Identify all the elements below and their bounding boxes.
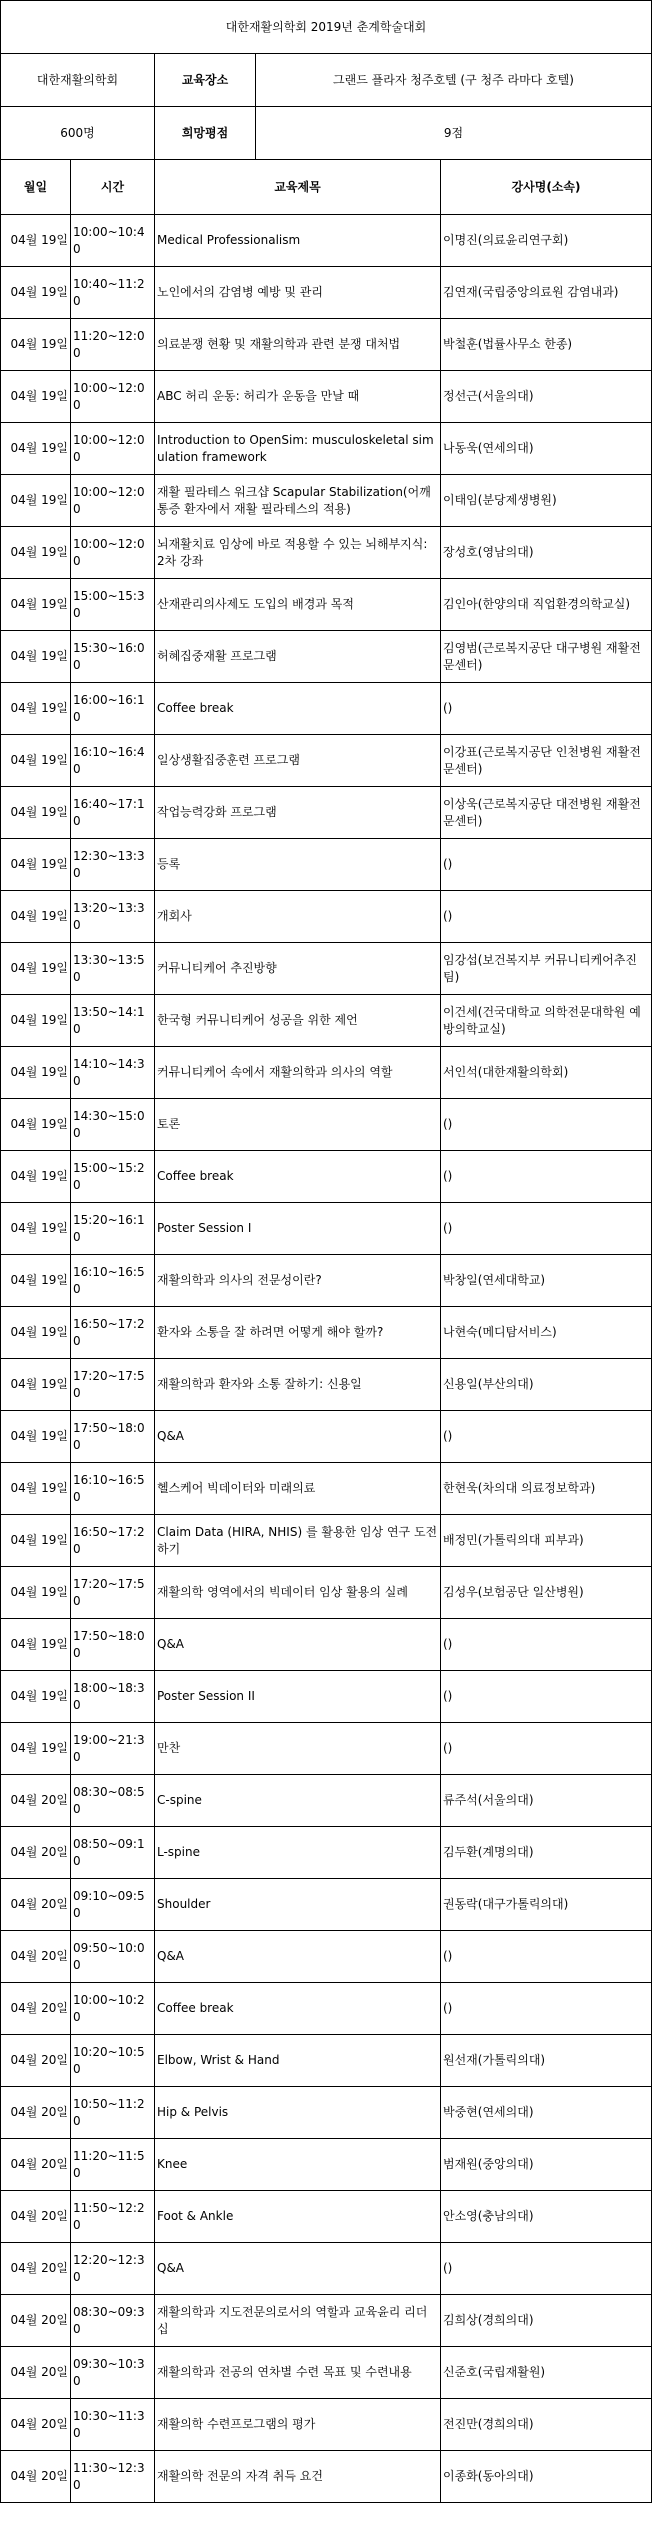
row-date: 04월 19일 (1, 527, 71, 579)
row-time: 08:30~09:30 (71, 2295, 155, 2347)
row-subject: Q&A (155, 1411, 441, 1463)
row-time: 08:50~09:10 (71, 1827, 155, 1879)
row-speaker: 김희상(경희의대) (441, 2295, 652, 2347)
row-time: 15:30~16:00 (71, 631, 155, 683)
row-subject: 재활의학 전문의 자격 취득 요건 (155, 2451, 441, 2503)
row-speaker: 신준호(국립재활원) (441, 2347, 652, 2399)
row-subject: Poster Session I (155, 1203, 441, 1255)
row-time: 15:20~16:10 (71, 1203, 155, 1255)
table-row (1, 475, 652, 527)
row-date: 04월 19일 (1, 423, 71, 475)
table-row (1, 1515, 652, 1567)
row-subject: ABC 허리 운동: 허리가 운동을 만날 때 (155, 371, 441, 423)
row-date: 04월 19일 (1, 267, 71, 319)
row-speaker: 김두환(계명의대) (441, 1827, 652, 1879)
row-subject: Q&A (155, 1619, 441, 1671)
row-date: 04월 20일 (1, 2451, 71, 2503)
credits-value: 9점 (443, 125, 464, 140)
row-speaker: 권동락(대구가톨릭의대) (441, 1879, 652, 1931)
row-speaker: 신용일(부산의대) (441, 1359, 652, 1411)
row-date: 04월 19일 (1, 683, 71, 735)
venue-cell (155, 54, 652, 107)
row-speaker: () (441, 839, 652, 891)
row-subject: Q&A (155, 2243, 441, 2295)
row-date: 04월 19일 (1, 735, 71, 787)
row-date: 04월 19일 (1, 995, 71, 1047)
row-time: 16:00~16:10 (71, 683, 155, 735)
row-speaker: 이명진(의료윤리연구회) (441, 215, 652, 267)
row-speaker: 김영범(근로복지공단 대구병원 재활전문센터) (441, 631, 652, 683)
row-time: 14:10~14:30 (71, 1047, 155, 1099)
row-speaker: () (441, 683, 652, 735)
row-time: 10:50~11:20 (71, 2087, 155, 2139)
table-row (1, 2243, 652, 2295)
table-row (1, 1983, 652, 2035)
table-row (1, 1307, 652, 1359)
table-row (1, 2347, 652, 2399)
row-subject: 재활의학 수련프로그램의 평가 (155, 2399, 441, 2451)
row-time: 10:00~12:00 (71, 371, 155, 423)
row-time: 11:20~12:00 (71, 319, 155, 371)
capacity: 600명 (1, 107, 155, 160)
row-date: 04월 19일 (1, 1671, 71, 1723)
row-time: 11:50~12:20 (71, 2191, 155, 2243)
row-speaker: 장성호(영남의대) (441, 527, 652, 579)
row-subject: 허혜집중재활 프로그램 (155, 631, 441, 683)
row-subject: Introduction to OpenSim: musculoskeletal simulation framework (155, 423, 441, 475)
row-date: 04월 19일 (1, 1359, 71, 1411)
row-time: 09:50~10:00 (71, 1931, 155, 1983)
row-time: 13:50~14:10 (71, 995, 155, 1047)
row-time: 16:10~16:40 (71, 735, 155, 787)
row-subject: Coffee break (155, 1151, 441, 1203)
row-date: 04월 20일 (1, 2191, 71, 2243)
row-subject: Knee (155, 2139, 441, 2191)
row-date: 04월 19일 (1, 1047, 71, 1099)
row-speaker: 원선재(가톨릭의대) (441, 2035, 652, 2087)
table-row (1, 2035, 652, 2087)
table-row (1, 735, 652, 787)
row-time: 17:50~18:00 (71, 1619, 155, 1671)
row-speaker: 박창일(연세대학교) (441, 1255, 652, 1307)
row-time: 10:00~12:00 (71, 527, 155, 579)
row-subject: 등록 (155, 839, 441, 891)
row-subject: 재활의학과 지도전문의로서의 역할과 교육윤리 리더십 (155, 2295, 441, 2347)
table-row (1, 1359, 652, 1411)
credits-cell (155, 107, 652, 160)
table-row (1, 267, 652, 319)
row-speaker: 박철훈(법률사무소 한종) (441, 319, 652, 371)
table-row (1, 1775, 652, 1827)
table-row (1, 1255, 652, 1307)
row-speaker: 김연재(국립중앙의료원 감염내과) (441, 267, 652, 319)
row-time: 19:00~21:30 (71, 1723, 155, 1775)
row-time: 15:00~15:20 (71, 1151, 155, 1203)
row-time: 10:00~10:40 (71, 215, 155, 267)
row-subject: 환자와 소통을 잘 하려면 어떻게 해야 할까? (155, 1307, 441, 1359)
row-date: 04월 19일 (1, 1099, 71, 1151)
row-time: 12:30~13:30 (71, 839, 155, 891)
row-speaker: 이상욱(근로복지공단 대전병원 재활전문센터) (441, 787, 652, 839)
table-row (1, 787, 652, 839)
table-row (1, 631, 652, 683)
row-speaker: 이건세(건국대학교 의학전문대학원 예방의학교실) (441, 995, 652, 1047)
row-subject: Foot & Ankle (155, 2191, 441, 2243)
row-time: 16:40~17:10 (71, 787, 155, 839)
row-time: 10:00~10:20 (71, 1983, 155, 2035)
row-subject: 재활의학과 전공의 연차별 수련 목표 및 수련내용 (155, 2347, 441, 2399)
row-date: 04월 20일 (1, 1931, 71, 1983)
row-subject: Medical Professionalism (155, 215, 441, 267)
row-subject: 토론 (155, 1099, 441, 1151)
row-speaker: 류주석(서울의대) (441, 1775, 652, 1827)
row-speaker: () (441, 1671, 652, 1723)
row-speaker: 나동욱(연세의대) (441, 423, 652, 475)
row-time: 10:40~11:20 (71, 267, 155, 319)
table-row (1, 579, 652, 631)
row-subject: 산재관리의사제도 도입의 배경과 목적 (155, 579, 441, 631)
row-subject: 커뮤니티케어 추진방향 (155, 943, 441, 995)
row-date: 04월 20일 (1, 1879, 71, 1931)
row-speaker: () (441, 1931, 652, 1983)
row-date: 04월 19일 (1, 891, 71, 943)
row-date: 04월 20일 (1, 2347, 71, 2399)
row-subject: 만찬 (155, 1723, 441, 1775)
header-row (1, 160, 652, 215)
row-subject: 작업능력강화 프로그램 (155, 787, 441, 839)
row-subject: Coffee break (155, 1983, 441, 2035)
row-speaker: 김인아(한양의대 직업환경의학교실) (441, 579, 652, 631)
row-time: 16:50~17:20 (71, 1515, 155, 1567)
row-date: 04월 20일 (1, 1827, 71, 1879)
table-row (1, 1203, 652, 1255)
row-subject: Claim Data (HIRA, NHIS) 를 활용한 임상 연구 도전하기 (155, 1515, 441, 1567)
row-time: 13:30~13:50 (71, 943, 155, 995)
header-date: 월일 (1, 160, 71, 215)
row-subject: Elbow, Wrist & Hand (155, 2035, 441, 2087)
row-speaker: () (441, 1151, 652, 1203)
row-time: 11:30~12:30 (71, 2451, 155, 2503)
row-date: 04월 19일 (1, 1255, 71, 1307)
row-date: 04월 19일 (1, 1619, 71, 1671)
table-row (1, 1567, 652, 1619)
row-speaker: 배정민(가톨릭의대 피부과) (441, 1515, 652, 1567)
row-speaker: () (441, 1619, 652, 1671)
schedule-body (1, 215, 652, 2503)
table-row (1, 1931, 652, 1983)
row-time: 17:20~17:50 (71, 1567, 155, 1619)
table-row (1, 2087, 652, 2139)
row-speaker: 한현욱(차의대 의료정보학과) (441, 1463, 652, 1515)
row-subject: Shoulder (155, 1879, 441, 1931)
row-date: 04월 19일 (1, 1567, 71, 1619)
table-row (1, 1411, 652, 1463)
row-subject: Hip & Pelvis (155, 2087, 441, 2139)
table-row (1, 1463, 652, 1515)
row-date: 04월 19일 (1, 319, 71, 371)
table-row (1, 1099, 652, 1151)
row-date: 04월 19일 (1, 371, 71, 423)
row-date: 04월 19일 (1, 475, 71, 527)
row-date: 04월 20일 (1, 2295, 71, 2347)
table-row (1, 1619, 652, 1671)
row-subject: Coffee break (155, 683, 441, 735)
row-speaker: 김성우(보험공단 일산병원) (441, 1567, 652, 1619)
row-subject: 일상생활집중훈련 프로그램 (155, 735, 441, 787)
table-row (1, 371, 652, 423)
row-date: 04월 20일 (1, 1775, 71, 1827)
row-date: 04월 20일 (1, 2139, 71, 2191)
row-speaker: () (441, 891, 652, 943)
row-speaker: 이강표(근로복지공단 인천병원 재활전문센터) (441, 735, 652, 787)
row-time: 14:30~15:00 (71, 1099, 155, 1151)
row-subject: L-spine (155, 1827, 441, 1879)
row-speaker: 전진만(경희의대) (441, 2399, 652, 2451)
row-subject: 재활의학과 환자와 소통 잘하기: 신용일 (155, 1359, 441, 1411)
row-time: 10:30~11:30 (71, 2399, 155, 2451)
table-row (1, 423, 652, 475)
table-row (1, 1151, 652, 1203)
table-row (1, 683, 652, 735)
row-time: 17:50~18:00 (71, 1411, 155, 1463)
row-time: 08:30~08:50 (71, 1775, 155, 1827)
capacity-row (1, 107, 652, 160)
row-speaker: 나현숙(메디탐서비스) (441, 1307, 652, 1359)
title-row (1, 1, 652, 54)
row-date: 04월 20일 (1, 2087, 71, 2139)
row-time: 17:20~17:50 (71, 1359, 155, 1411)
table-row (1, 2399, 652, 2451)
table-row (1, 1879, 652, 1931)
row-time: 10:20~10:50 (71, 2035, 155, 2087)
row-date: 04월 20일 (1, 2243, 71, 2295)
row-time: 09:10~09:50 (71, 1879, 155, 1931)
table-row (1, 2295, 652, 2347)
row-date: 04월 19일 (1, 579, 71, 631)
row-subject: 의료분쟁 현황 및 재활의학과 관련 분쟁 대처법 (155, 319, 441, 371)
credits-label: 희망평점 (155, 107, 256, 159)
table-row (1, 527, 652, 579)
row-subject: 개회사 (155, 891, 441, 943)
row-speaker: () (441, 1203, 652, 1255)
row-subject: 뇌재활치료 임상에 바로 적용할 수 있는 뇌해부지식: 2차 강좌 (155, 527, 441, 579)
table-row (1, 1671, 652, 1723)
header-speaker: 강사명(소속) (441, 160, 652, 215)
row-date: 04월 20일 (1, 1983, 71, 2035)
table-row (1, 891, 652, 943)
row-subject: 노인에서의 감염병 예방 및 관리 (155, 267, 441, 319)
row-time: 16:50~17:20 (71, 1307, 155, 1359)
table-row (1, 215, 652, 267)
conference-title: 대한재활의학회 2019년 춘계학술대회 (1, 1, 652, 54)
row-speaker: 안소영(충남의대) (441, 2191, 652, 2243)
table-row (1, 2451, 652, 2503)
row-time: 12:20~12:30 (71, 2243, 155, 2295)
row-speaker: 임강섭(보건복지부 커뮤니티케어추진팀) (441, 943, 652, 995)
row-time: 10:00~12:00 (71, 475, 155, 527)
table-row (1, 319, 652, 371)
row-subject: 헬스케어 빅데이터와 미래의료 (155, 1463, 441, 1515)
table-row (1, 2191, 652, 2243)
row-date: 04월 19일 (1, 631, 71, 683)
row-speaker: 이태임(분당제생병원) (441, 475, 652, 527)
row-speaker: 정선근(서울의대) (441, 371, 652, 423)
row-speaker: () (441, 1723, 652, 1775)
table-row (1, 839, 652, 891)
row-date: 04월 19일 (1, 1411, 71, 1463)
row-subject: C-spine (155, 1775, 441, 1827)
row-date: 04월 19일 (1, 1307, 71, 1359)
row-speaker: () (441, 1983, 652, 2035)
header-time: 시간 (71, 160, 155, 215)
row-time: 13:20~13:30 (71, 891, 155, 943)
row-subject: 재활 필라테스 워크샵 Scapular Stabilization(어깨 통증 환자에서 재활 필라테스의 적용) (155, 475, 441, 527)
row-date: 04월 19일 (1, 943, 71, 995)
row-date: 04월 19일 (1, 1515, 71, 1567)
row-time: 15:00~15:30 (71, 579, 155, 631)
row-time: 18:00~18:30 (71, 1671, 155, 1723)
row-time: 16:10~16:50 (71, 1463, 155, 1515)
row-date: 04월 19일 (1, 1723, 71, 1775)
row-subject: 재활의학 영역에서의 빅데이터 임상 활용의 실례 (155, 1567, 441, 1619)
row-subject: Poster Session II (155, 1671, 441, 1723)
row-date: 04월 20일 (1, 2399, 71, 2451)
table-row (1, 2139, 652, 2191)
organizer: 대한재활의학회 (1, 54, 155, 107)
row-date: 04월 20일 (1, 2035, 71, 2087)
row-subject: 커뮤니티케어 속에서 재활의학과 의사의 역할 (155, 1047, 441, 1099)
row-speaker: 서인석(대한재활의학회) (441, 1047, 652, 1099)
row-date: 04월 19일 (1, 215, 71, 267)
row-time: 16:10~16:50 (71, 1255, 155, 1307)
row-speaker: 이종화(동아의대) (441, 2451, 652, 2503)
row-date: 04월 19일 (1, 1203, 71, 1255)
row-subject: 한국형 커뮤니티케어 성공을 위한 제언 (155, 995, 441, 1047)
table-row (1, 1827, 652, 1879)
venue-row (1, 54, 652, 107)
table-row (1, 1047, 652, 1099)
row-time: 11:20~11:50 (71, 2139, 155, 2191)
row-date: 04월 19일 (1, 1463, 71, 1515)
row-subject: Q&A (155, 1931, 441, 1983)
row-time: 10:00~12:00 (71, 423, 155, 475)
venue-label: 교육장소 (155, 54, 256, 106)
row-speaker: 박중현(연세의대) (441, 2087, 652, 2139)
row-time: 09:30~10:30 (71, 2347, 155, 2399)
header-subject: 교육제목 (155, 160, 441, 215)
table-row (1, 995, 652, 1047)
row-speaker: 범재원(중앙의대) (441, 2139, 652, 2191)
venue-value: 그랜드 플라자 청주호텔 (구 청주 라마다 호텔) (333, 72, 574, 87)
row-speaker: () (441, 2243, 652, 2295)
row-date: 04월 19일 (1, 839, 71, 891)
row-date: 04월 19일 (1, 1151, 71, 1203)
row-speaker: () (441, 1099, 652, 1151)
row-speaker: () (441, 1411, 652, 1463)
row-subject: 재활의학과 의사의 전문성이란? (155, 1255, 441, 1307)
table-row (1, 1723, 652, 1775)
row-date: 04월 19일 (1, 787, 71, 839)
table-row (1, 943, 652, 995)
